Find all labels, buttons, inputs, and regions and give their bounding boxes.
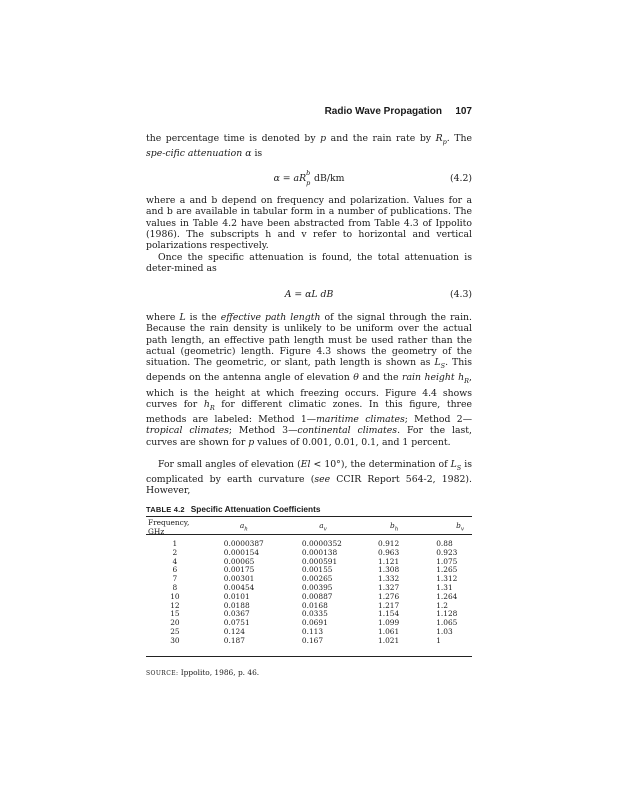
- paragraph-small-angles: For small angles of elevation (El < 10°), the determination of $L_S$ is complicated by earth curvature (see CCIR Report 564-2, 1982). However,: [146, 459, 473, 497]
- table-top-rule: [146, 516, 472, 517]
- cell-bv: 1.128: [436, 609, 458, 619]
- equation-number: (4.2): [449, 173, 472, 184]
- cell-bh: 1.121: [378, 556, 400, 566]
- cell-bv: 1.065: [436, 618, 458, 628]
- paragraph-continuation: the percentage time is denoted by p and the rain rate by $R_p$. The spe-cific attenuation α is: [146, 133, 472, 160]
- table-row: [146, 536, 472, 549]
- cell-ah: 0.0367: [223, 609, 250, 619]
- cell-av: 0.0691: [301, 618, 328, 628]
- col-header-bh: $b_h$: [389, 521, 399, 533]
- cell-bh: 1.332: [378, 574, 400, 584]
- cell-av: 0.000591: [301, 556, 338, 566]
- cell-av: 0.00155: [301, 565, 333, 575]
- cell-bv: 1: [436, 635, 441, 645]
- cell-av: 0.00265: [301, 574, 333, 584]
- col-header-ah: $a_h$: [239, 521, 248, 533]
- cell-frequency: 12: [170, 600, 180, 610]
- col-header-frequency: Frequency, GHz: [148, 518, 190, 536]
- cell-bh: 1.327: [378, 582, 400, 592]
- cell-frequency: 25: [170, 626, 180, 636]
- cell-bh: 1.217: [378, 600, 400, 610]
- cell-bv: 1.075: [436, 556, 458, 566]
- cell-av: 0.0000352: [301, 539, 342, 548]
- table-label: TABLE 4.2: [146, 505, 185, 514]
- cell-bh: 0.912: [378, 539, 400, 548]
- running-header: [146, 106, 472, 120]
- equation-4-2: α = aR b p dB/km (4.2): [273, 169, 472, 187]
- cell-frequency: 8: [172, 582, 178, 592]
- cell-ah: 0.0101: [223, 591, 250, 601]
- cell-av: 0.0168: [301, 600, 328, 610]
- table-row: [146, 637, 472, 646]
- table-header-rule: [146, 534, 472, 535]
- cell-ah: 0.187: [223, 635, 245, 645]
- cell-frequency: 1: [172, 539, 178, 548]
- cell-frequency: 15: [170, 609, 180, 619]
- cell-av: 0.167: [301, 635, 324, 645]
- cell-bv: 0.923: [436, 547, 458, 557]
- table-bottom-rule: [146, 656, 472, 657]
- cell-ah: 0.0000387: [223, 539, 264, 548]
- cell-bh: 1.099: [378, 618, 400, 628]
- cell-av: 0.0335: [301, 609, 328, 619]
- table-title: Specific Attenuation Coefficients: [190, 504, 321, 514]
- cell-ah: 0.000154: [223, 547, 260, 557]
- cell-av: 0.000138: [301, 547, 338, 557]
- cell-frequency: 10: [170, 591, 180, 601]
- cell-bh: 1.154: [378, 609, 400, 619]
- cell-frequency: 2: [172, 547, 178, 557]
- page-number: 107: [455, 106, 472, 117]
- cell-frequency: 4: [172, 556, 178, 566]
- table-source: SOURCE: Ippolito, 1986, p. 46.: [146, 668, 260, 677]
- paragraph-coefficients: where a and b depend on frequency and polarization. Values for a and b are available in tabular form in a number of publications. The values in Table 4.2 have been abstracted from Table 4.3 of Ippolito (1986). The subscripts h and v refer to horizontal and vertical polarizations respectively.: [146, 195, 472, 252]
- cell-frequency: 20: [170, 618, 180, 628]
- cell-av: 0.00887: [301, 591, 333, 601]
- attenuation-table: [146, 518, 472, 646]
- cell-bh: 1.276: [378, 591, 400, 601]
- cell-av: 0.113: [301, 626, 324, 636]
- cell-ah: 0.00454: [223, 582, 255, 592]
- cell-bh: 0.963: [378, 547, 400, 557]
- cell-bv: 1.312: [436, 574, 458, 584]
- cell-bh: 1.021: [378, 635, 400, 645]
- cell-ah: 0.00175: [223, 565, 255, 575]
- table-caption: [146, 504, 320, 514]
- col-header-bv: $b_v$: [456, 521, 464, 533]
- paragraph-path-length: where L is the effective path length of the signal through the rain. Because the rain density is unlikely to be uniform over the actual path length, an effective path length must be used rather than the actual (geometric) length. Figure 4.3 shows the geometry of the situation. The geometric, or slant, path length is shown as $L_S$. This depends on the antenna angle of elevation θ and the rain height $h_R$, which is the height at which freezing occurs. Figure 4.4 shows curves for $h_R$ for different climatic zones. In this figure, three methods are labeled: Method 1—maritime climates; Method 2—tropical climates; Method 3—continental climates. For the last, curves are shown for p values of 0.001, 0.01, 0.1, and 1 percent.: [146, 312, 472, 448]
- cell-ah: 0.0188: [223, 600, 250, 610]
- paragraph-total-attenuation: Once the specific attenuation is found, the total attenuation is deter-mined as: [146, 252, 472, 275]
- col-header-av: $a_v$: [319, 521, 327, 533]
- equation-number: (4.3): [449, 289, 472, 300]
- equation-4-3: A = αL dB (4.3): [284, 289, 472, 300]
- cell-bv: 0.88: [436, 539, 453, 548]
- running-title: Radio Wave Propagation: [324, 106, 442, 117]
- cell-bv: 1.2: [436, 600, 448, 610]
- cell-bv: 1.31: [436, 582, 453, 592]
- cell-frequency: 30: [170, 635, 180, 645]
- cell-ah: 0.0751: [223, 618, 250, 628]
- cell-ah: 0.00065: [223, 556, 255, 566]
- cell-ah: 0.00301: [223, 574, 255, 584]
- cell-bh: 1.061: [378, 626, 400, 636]
- cell-bv: 1.265: [436, 565, 458, 575]
- cell-av: 0.00395: [301, 582, 333, 592]
- cell-bv: 1.264: [436, 591, 458, 601]
- cell-frequency: 7: [172, 574, 178, 584]
- cell-bh: 1.308: [378, 565, 400, 575]
- cell-ah: 0.124: [223, 626, 245, 636]
- cell-bv: 1.03: [436, 626, 453, 636]
- cell-frequency: 6: [172, 565, 178, 575]
